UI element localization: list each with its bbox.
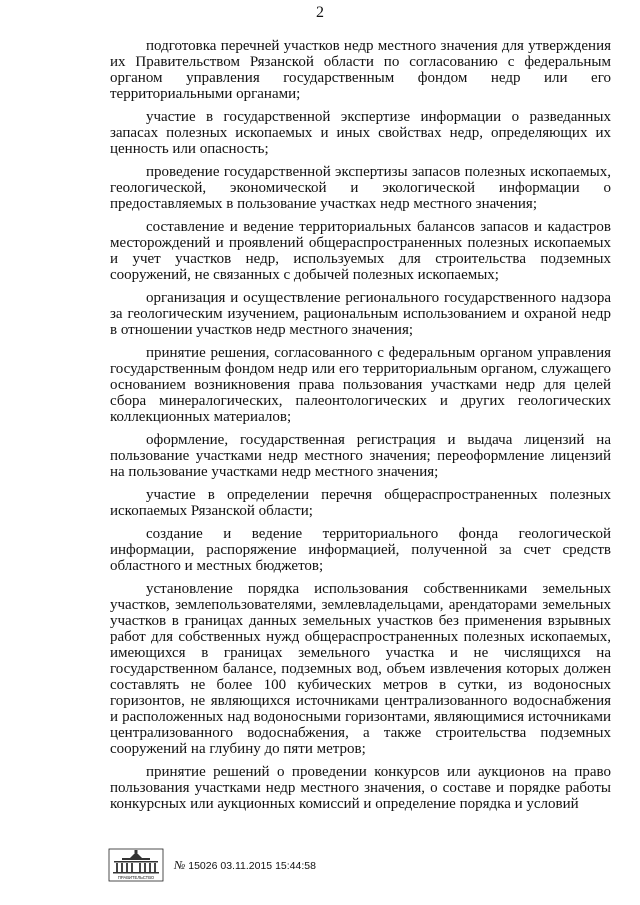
paragraph: создание и ведение территориального фонда геологической информации, распоряжение информацией, полученной за счет средств областного и местных бюджетов;: [110, 526, 611, 574]
document-id: 15026: [188, 859, 218, 872]
paragraph: участие в государственной экспертизе информации о разведанных запасах полезных ископаемых и иных свойствах недр, определяющих их ценность или опасность;: [110, 109, 611, 157]
paragraph: оформление, государственная регистрация и выдача лицензий на пользование участками недр местного значения; переоформление лицензий на пользование участками недр местного значения;: [110, 432, 611, 480]
registration-datetime: 03.11.2015 15:44:58: [220, 859, 316, 872]
paragraph: составление и ведение территориальных балансов запасов и кадастров месторождений и проявлений общераспространенных полезных ископаемых и учет участков недр, используемых для строительства подземных сооружений, не связанных с добычей полезных ископаемых;: [110, 219, 611, 283]
registration-info: [174, 858, 316, 873]
registration-stamp: [108, 848, 316, 882]
number-sign: №: [174, 857, 186, 872]
paragraph: подготовка перечней участков недр местного значения для утверждения их Правительством Рязанской области по согласованию с федеральным органом управления государственным фондом недр или его территориальными органами;: [110, 38, 611, 102]
paragraph: организация и осуществление регионального государственного надзора за геологическим изучением, рациональным использованием и охраной недр в отношении участков недр местного значения;: [110, 290, 611, 338]
paragraph: принятие решений о проведении конкурсов или аукционов на право пользования участками недр местного значения, о составе и порядке работы конкурсных или аукционных комиссий и определение порядка и условий: [110, 764, 611, 812]
document-body: [110, 38, 611, 819]
government-building-logo: [108, 848, 164, 882]
paragraph: установление порядка использования собственниками земельных участков, землепользователями, землевладельцами, арендаторами земельных участков в границах данных земельных участков без применения взрывных работ для собственных нужд общераспространенных полезных ископаемых, имеющихся в границах земельного участка и не числящихся на государственном балансе, подземных вод, объем извлечения которых должен составлять не более 100 кубических метров в сутки, из водоносных горизонтов, не являющихся источниками централизованного водоснабжения и расположенных над водоносными горизонтами, являющимися источниками централизованного водоснабжения, а также строительства подземных сооружений на глубину до пяти метров;: [110, 581, 611, 757]
paragraph: проведение государственной экспертизы запасов полезных ископаемых, геологической, экономической и экологической информации о предоставляемых в пользование участках недр местного значения;: [110, 164, 611, 212]
paragraph: принятие решения, согласованного с федеральным органом управления государственным фондом недр или его территориальным органом, служащего основанием возникновения права пользования участками недр для целей сбора минералогических, палеонтологических и других геологических коллекционных материалов;: [110, 345, 611, 425]
paragraph: участие в определении перечня общераспространенных полезных ископаемых Рязанской области;: [110, 487, 611, 519]
logo-caption: ПРАВИТЕЛЬСТВО: [117, 875, 155, 880]
page-number: 2: [316, 4, 324, 21]
